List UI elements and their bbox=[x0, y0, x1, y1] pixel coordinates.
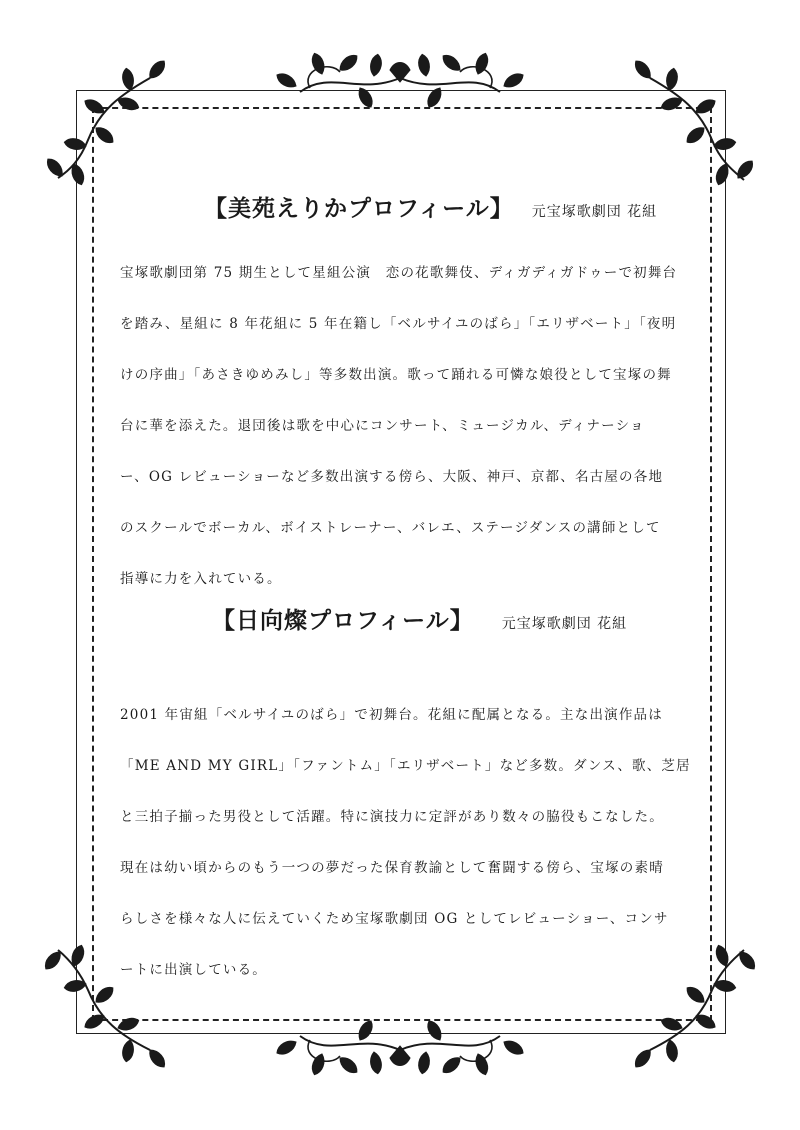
top-vine-ornament bbox=[274, 52, 525, 110]
profile-body-2 bbox=[120, 690, 690, 996]
text-line: ートに出演している。 bbox=[120, 962, 267, 978]
top-left-corner-ornament bbox=[44, 58, 168, 187]
profile-subtitle: 元宝塚歌劇団 花組 bbox=[501, 616, 628, 632]
top-right-corner-ornament bbox=[632, 58, 756, 187]
text-line: を踏み、星組に 8 年花組に 5 年在籍し「ベルサイユのばら」「エリザベート」「夜明 bbox=[120, 316, 677, 332]
profile-title: 【美苑えりかプロフィール】 bbox=[204, 195, 514, 222]
profile-subtitle: 元宝塚歌劇団 花組 bbox=[531, 204, 658, 220]
text-line: 「ME AND MY GIRL」「ファントム」「エリザベート」など多数。ダンス、歌、芝居 bbox=[120, 758, 691, 774]
profile-body-1 bbox=[120, 248, 690, 605]
text-line: ー、OG レビューショーなど多数出演する傍ら、大阪、神戸、京都、名古屋の各地 bbox=[120, 469, 664, 485]
bottom-vine-ornament bbox=[274, 1018, 525, 1076]
text-line: けの序曲」「あさきゆめみし」等多数出演。歌って踊れる可憐な娘役として宝塚の舞 bbox=[120, 367, 672, 383]
text-line: 現在は幼い頃からのもう一つの夢だった保育教諭として奮闘する傍ら、宝塚の素晴 bbox=[120, 860, 664, 876]
text-line: らしさを様々な人に伝えていくため宝塚歌劇団 OG としてレビューショー、コンサ bbox=[120, 911, 669, 927]
text-line: 台に華を添えた。退団後は歌を中心にコンサート、ミュージカル、ディナーショ bbox=[120, 418, 645, 434]
profile-heading-1 bbox=[204, 190, 657, 223]
profile-title: 【日向燦プロフィール】 bbox=[212, 607, 474, 634]
text-line: 指導に力を入れている。 bbox=[120, 571, 282, 587]
text-line: のスクールでボーカル、ボイストレーナー、バレエ、ステージダンスの講師として bbox=[120, 520, 661, 536]
text-line: と三拍子揃った男役として活躍。特に演技力に定評があり数々の脇役もこなした。 bbox=[120, 809, 664, 825]
text-line: 2001 年宙組「ベルサイユのばら」で初舞台。花組に配属となる。主な出演作品は bbox=[120, 707, 663, 723]
profile-heading-2 bbox=[212, 602, 627, 635]
text-line: 宝塚歌劇団第 75 期生として星組公演 恋の花歌舞伎、ディガディガドゥーで初舞台 bbox=[120, 265, 678, 281]
